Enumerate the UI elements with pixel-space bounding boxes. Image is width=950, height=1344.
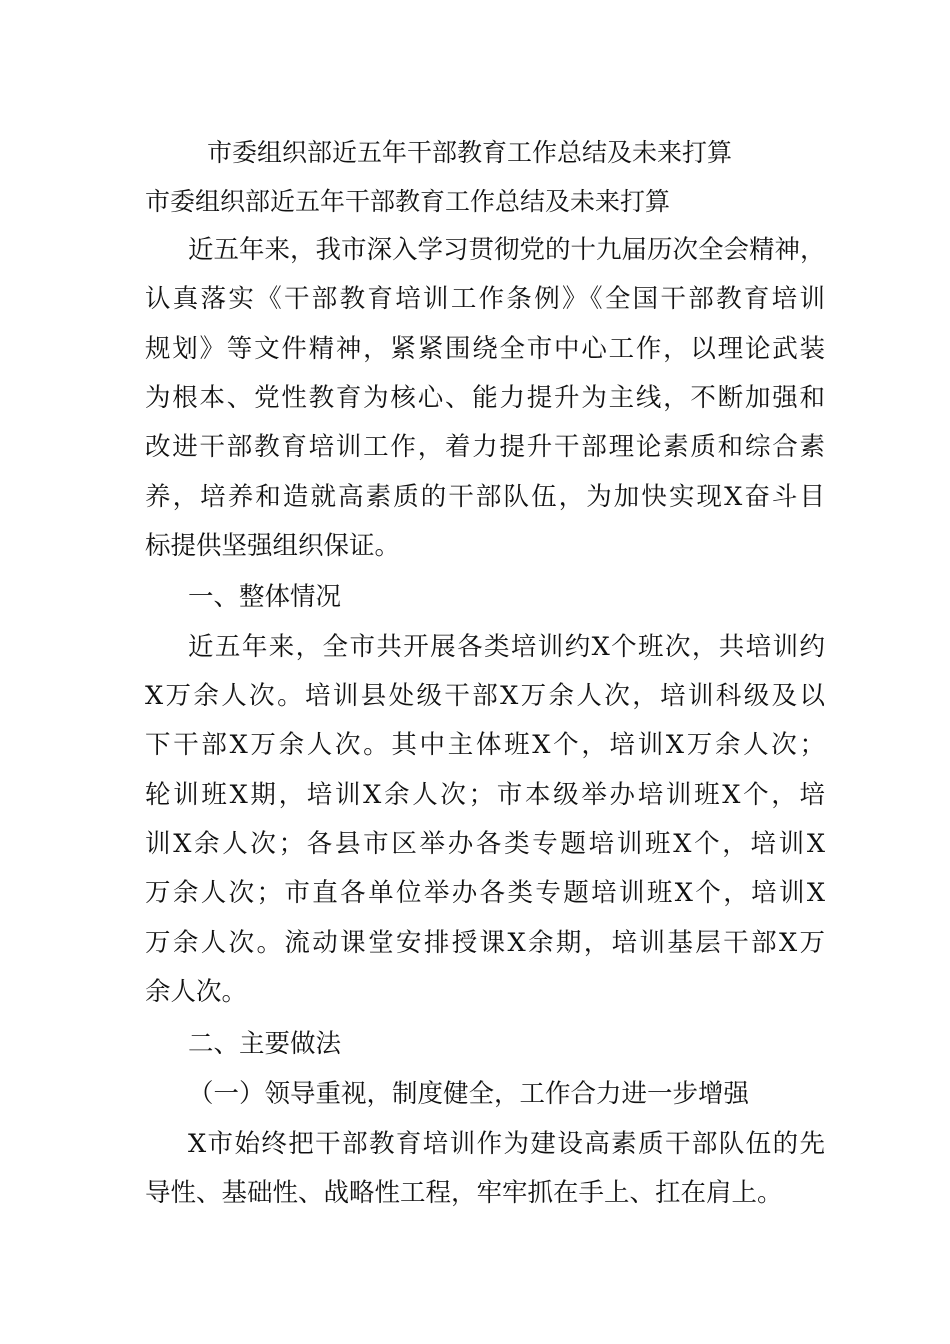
document-title: 市委组织部近五年干部教育工作总结及未来打算 — [207, 138, 733, 167]
paragraph-line: 养，培养和造就高素质的干部队伍，为加快实现X奋斗目 — [145, 482, 825, 512]
paragraph-line: 近五年来，我市深入学习贯彻党的十九届历次全会精神， — [188, 235, 826, 265]
paragraph-line: 训X余人次；各县市区举办各类专题培训班X个，培训X — [145, 829, 825, 859]
section-heading-main-practices: 二、主要做法 — [188, 1029, 342, 1059]
paragraph-line: 规划》等文件精神，紧紧围绕全市中心工作，以理论武装 — [145, 334, 825, 364]
paragraph-line: 认真落实《干部教育培训工作条例》《全国干部教育培训 — [145, 284, 825, 314]
paragraph-line: 余人次。 — [145, 977, 248, 1007]
paragraph-line: 导性、基础性、战略性工程，牢牢抓在手上、扛在肩上。 — [145, 1178, 783, 1208]
section-heading-overview: 一、整体情况 — [188, 582, 342, 612]
document-subtitle: 市委组织部近五年干部教育工作总结及未来打算 — [145, 187, 671, 216]
paragraph-line: 万余人次；市直各单位举办各类专题培训班X个，培训X — [145, 878, 825, 908]
subsection-heading: （一）领导重视，制度健全，工作合力进一步增强 — [188, 1079, 750, 1109]
paragraph-line: 标提供坚强组织保证。 — [145, 531, 401, 561]
paragraph-line: 下干部X万余人次。其中主体班X个，培训X万余人次； — [145, 730, 825, 760]
paragraph-line: 改进干部教育培训工作，着力提升干部理论素质和综合素 — [145, 432, 825, 462]
paragraph-line: X市始终把干部教育培训作为建设高素质干部队伍的先 — [188, 1129, 825, 1159]
paragraph-line: 万余人次。流动课堂安排授课X余期，培训基层干部X万 — [145, 928, 825, 958]
paragraph-line: 为根本、党性教育为核心、能力提升为主线，不断加强和 — [145, 383, 825, 413]
paragraph-line: 轮训班X期，培训X余人次；市本级举办培训班X个，培 — [145, 780, 825, 810]
paragraph-line: X万余人次。培训县处级干部X万余人次，培训科级及以 — [145, 681, 825, 711]
paragraph-line: 近五年来，全市共开展各类培训约X个班次，共培训约 — [188, 632, 825, 662]
